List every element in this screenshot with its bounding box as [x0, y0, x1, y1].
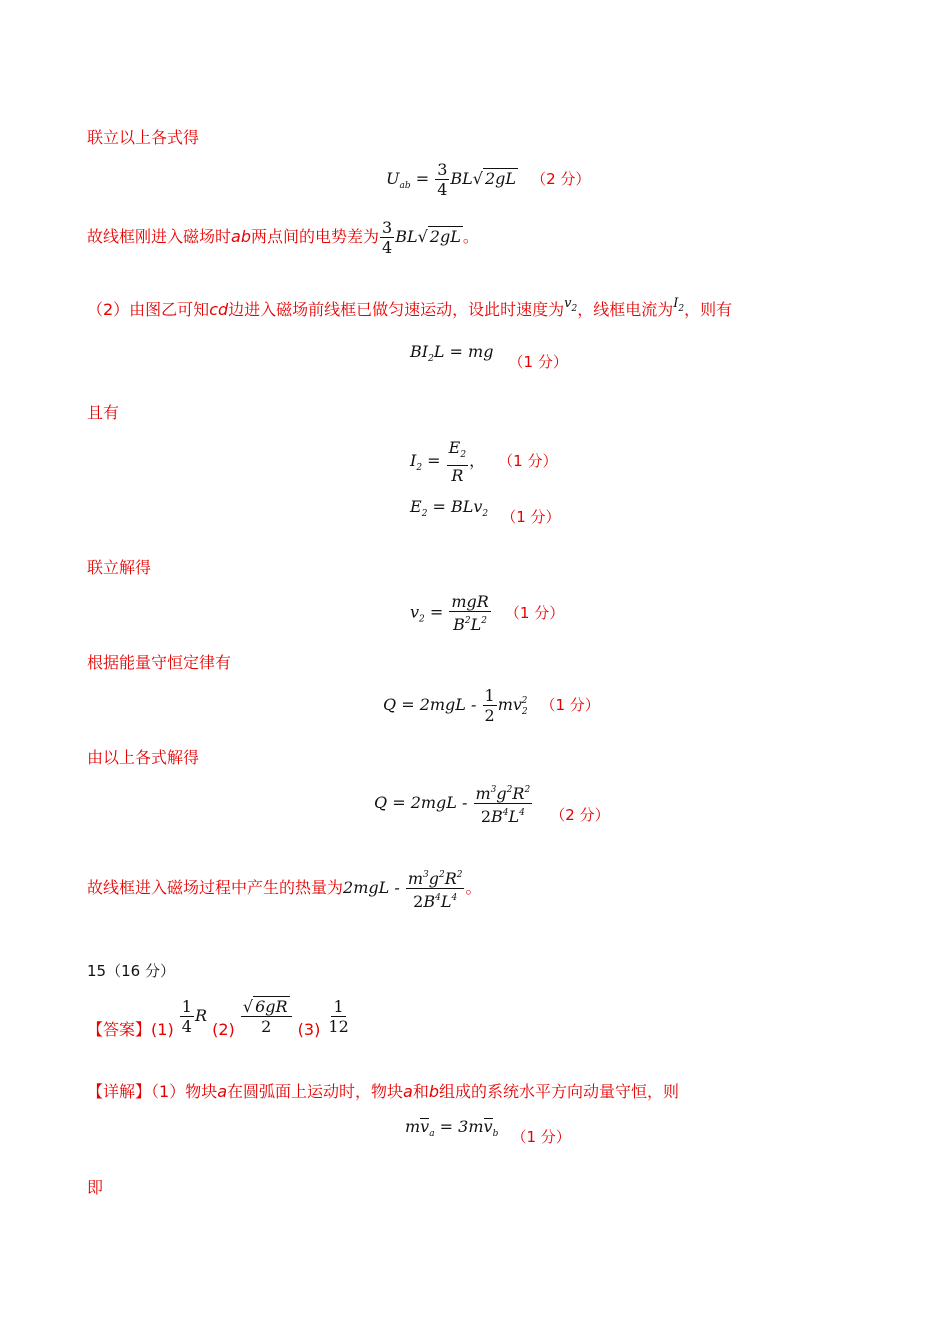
equation-energy: Q = 2mgL - $\frac{1}{2}$ $mv_2^2$ （1 分） — [383, 686, 600, 725]
equation-force-balance: $BI_2L$ = mg （1 分） — [410, 342, 568, 371]
conclusion-1: 故线框刚进入磁场时ab两点间的电势差为 $\frac{3}{4}$ BL√ 2gL 。 — [87, 218, 479, 257]
score-eq2: （1 分） — [498, 452, 558, 470]
equation-current: $I_2$ = $\frac{E_2}{R}$ ， （1 分） — [410, 438, 558, 485]
text-solve: 联立解得 — [87, 558, 152, 577]
score-eq6: （2 分） — [550, 806, 610, 824]
score-eq1: （1 分） — [508, 353, 568, 371]
equation-momentum: $mv_a = 3mv_b$ （1 分） — [405, 1117, 571, 1146]
equation-uab: $U_{ab}$ = $\frac{3}{4}$ BL√ 2gL （2 分） — [386, 160, 591, 199]
score-eq5: （1 分） — [540, 696, 600, 714]
score-eq4: （1 分） — [504, 603, 565, 622]
equation-heat: Q = 2mgL - $\frac{m^3g^2R^2}{2B^4L^4}$ （2 分） — [374, 781, 610, 826]
question-2-text: （2）由图乙可知cd边进入磁场前线框已做匀速运动，设此时速度为$^{v_2}$，线框电流为$^{I_2}$，则有 — [87, 296, 733, 319]
detail-line: 【详解】（1）物块a在圆弧面上运动时，物块a和b组成的系统水平方向动量守恒，则 — [87, 1082, 680, 1101]
equation-velocity: $v_2$ = $\frac{\text{mgR}}{B^2L^2}$ （1 分） — [410, 592, 565, 634]
score-eq7: （1 分） — [511, 1128, 571, 1146]
text-from: 由以上各式解得 — [87, 748, 200, 767]
text-and: 且有 — [87, 403, 120, 422]
score-eq3: （1 分） — [501, 508, 561, 526]
conclusion-2: 故线框进入磁场过程中产生的热量为2mgL - $\frac{m^3g^2R^2}{2B^4L^4}$ 。 — [87, 866, 482, 911]
text-energy: 根据能量守恒定律有 — [87, 653, 232, 672]
text-combine: 联立以上各式得 — [87, 128, 200, 147]
answer-line: 【答案】(1) $\frac{1}{4}$ R (2) $\frac{√ 6gR}{2}$ (3) $\frac{1}{12}$ — [87, 997, 349, 1039]
problem-15-header: 15（16 分） — [87, 962, 175, 980]
equation-emf: $E_2 = BLv_2$ （1 分） — [410, 497, 561, 526]
text-ji: 即 — [87, 1178, 104, 1197]
score-uab: （2 分） — [531, 170, 591, 188]
